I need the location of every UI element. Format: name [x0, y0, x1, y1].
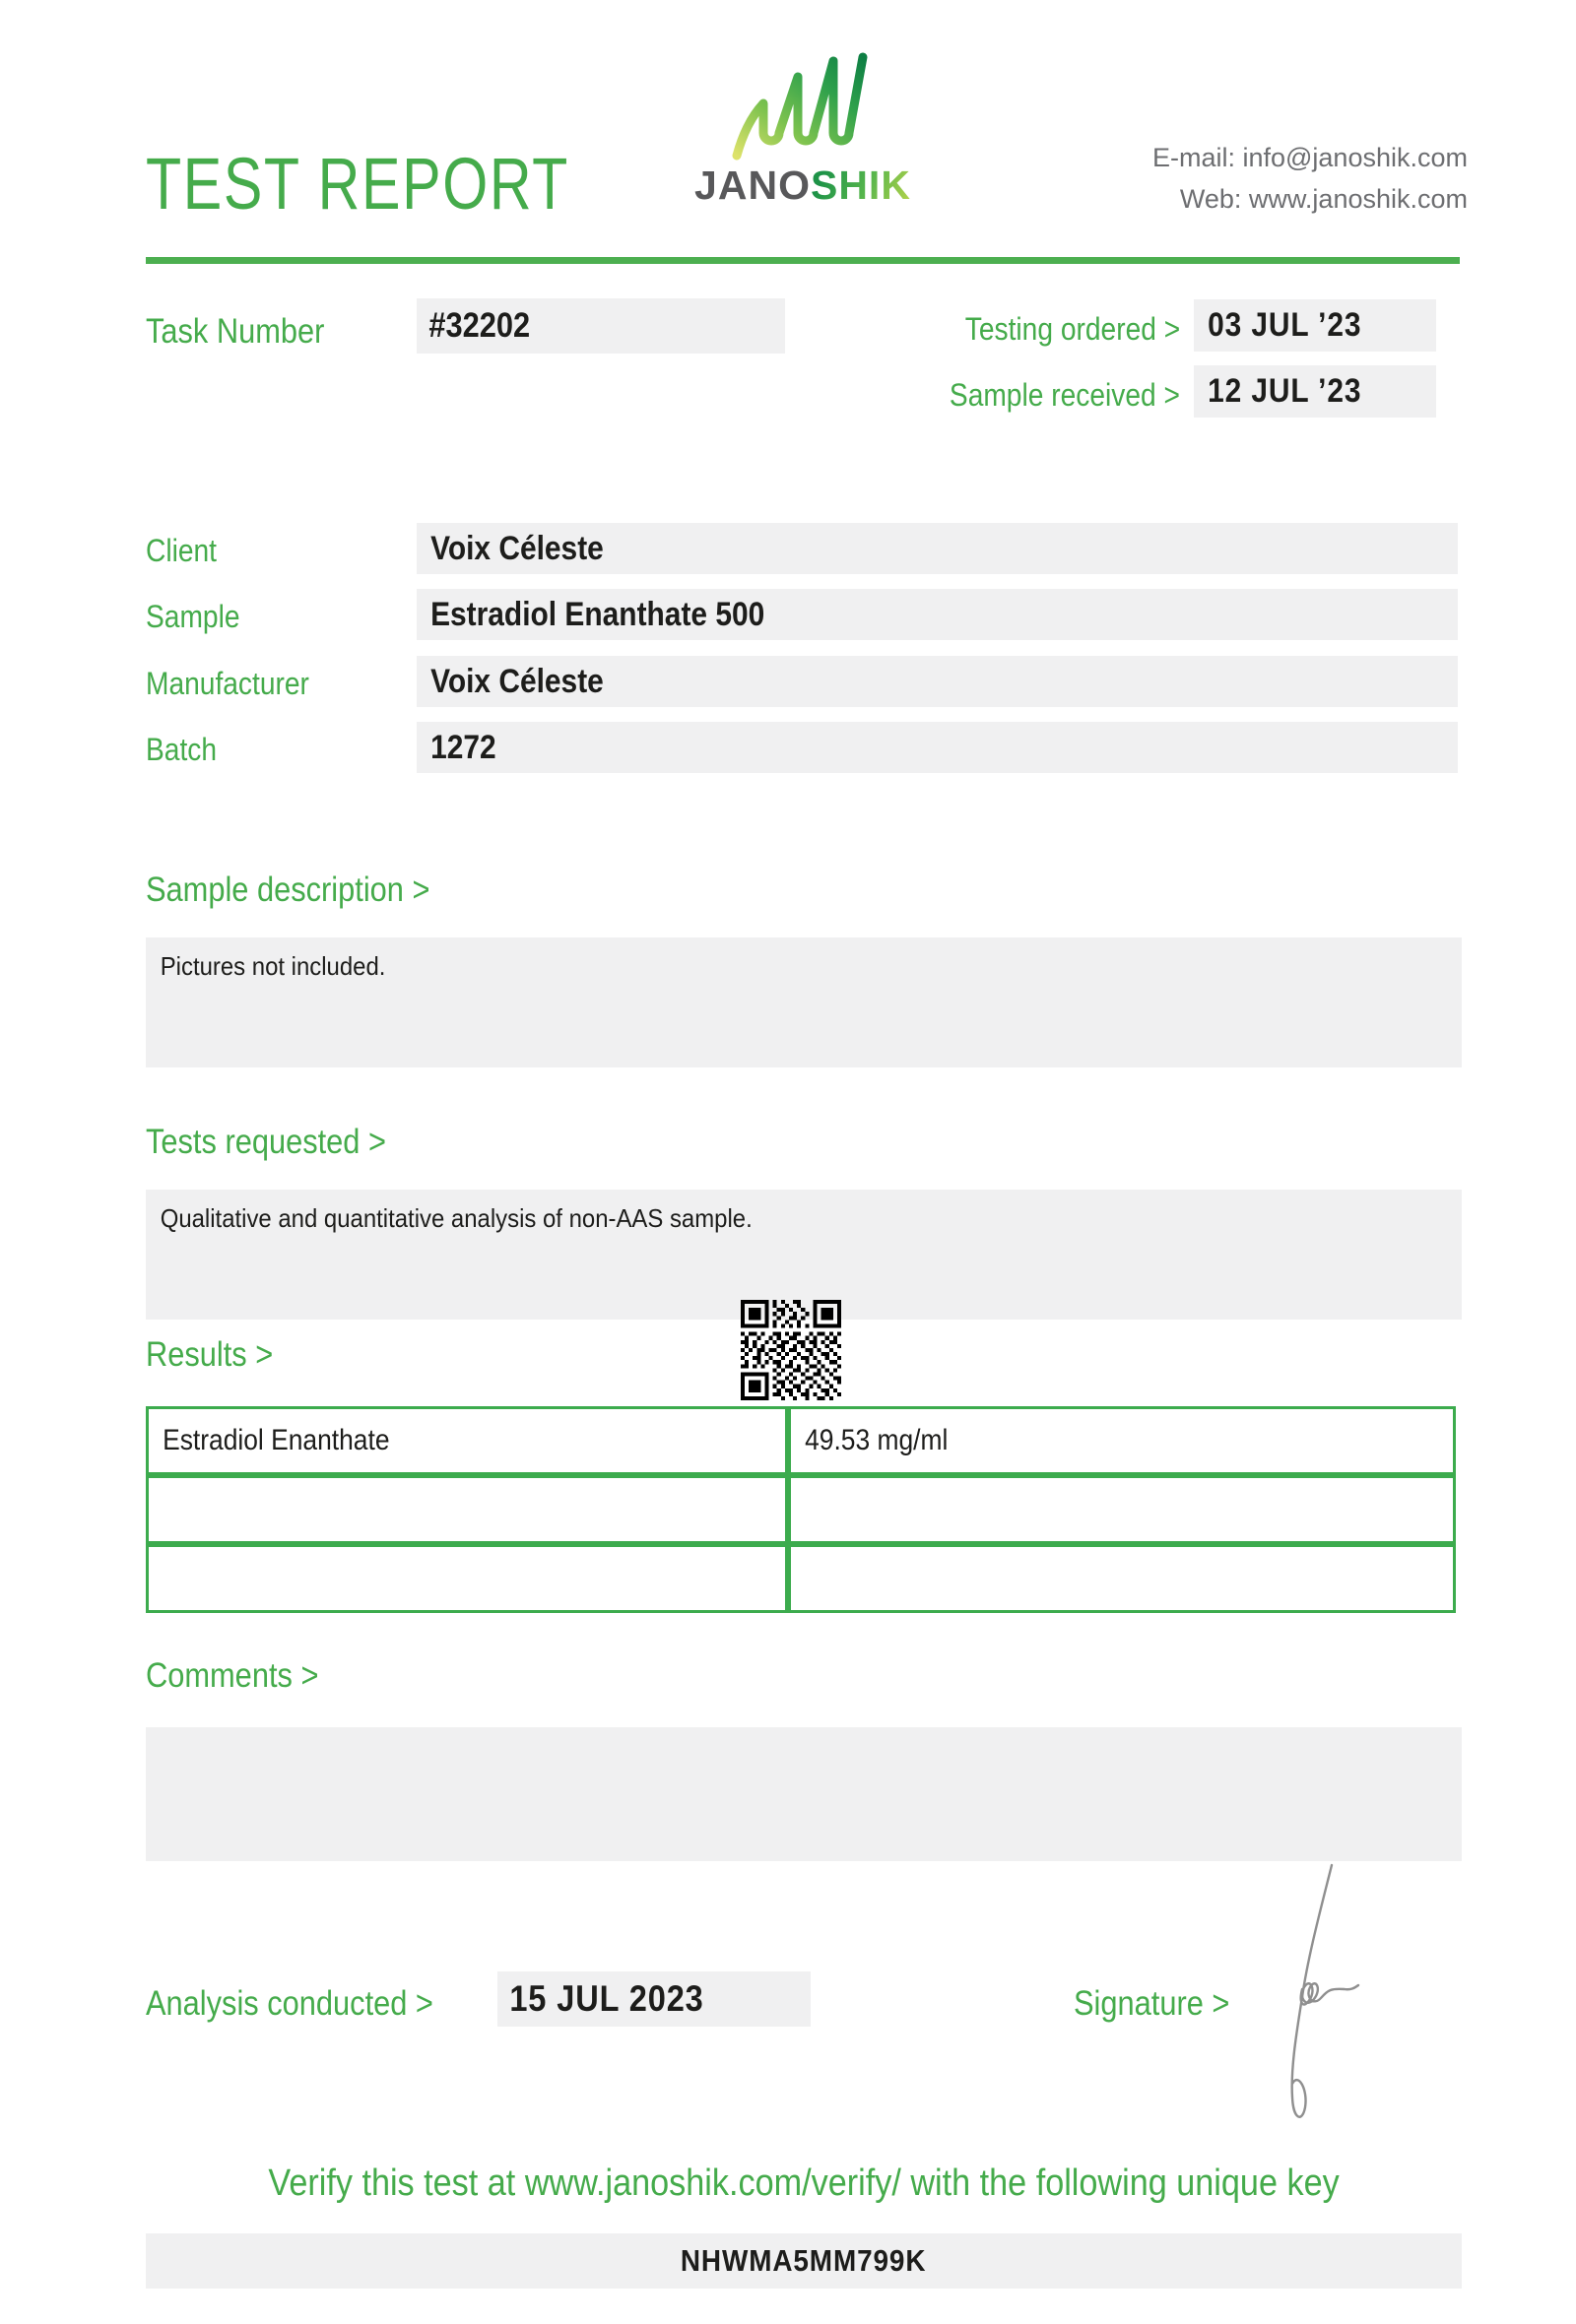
analysis-conducted-value: 15 JUL 2023	[497, 1971, 811, 2027]
logo-word-shik: SHIK	[810, 162, 911, 208]
result-analyte-cell: Estradiol Enanthate	[146, 1406, 788, 1475]
comments-text	[146, 1727, 1356, 1741]
verify-instruction: Verify this test at www.janoshik.com/verify/ with the following unique key	[268, 2163, 1340, 2204]
results-table-row	[146, 1475, 1462, 1544]
results-heading: Results >	[146, 1335, 274, 1374]
result-value-cell: 49.53 mg/ml	[788, 1406, 1456, 1475]
manufacturer-label: Manufacturer	[146, 666, 309, 701]
manufacturer-value: Voix Céleste	[417, 656, 1458, 707]
testing-ordered-label: Testing ordered >	[964, 311, 1180, 347]
result-value-cell	[788, 1475, 1456, 1544]
result-analyte-cell	[146, 1544, 788, 1613]
contact-web: Web: www.janoshik.com	[1179, 183, 1468, 214]
results-table-row	[146, 1406, 1462, 1475]
results-table-row	[146, 1544, 1462, 1613]
sample-description-heading: Sample description >	[146, 871, 430, 909]
verify-key: NHWMA5MM799K	[681, 2243, 927, 2278]
analysis-conducted-label: Analysis conducted >	[146, 1984, 433, 2023]
tests-requested-text: Qualitative and quantitative analysis of non-AAS sample.	[160, 1203, 753, 1233]
contact-block	[1152, 138, 1468, 221]
task-number-value: #32202	[417, 298, 785, 354]
sample-received-label: Sample received >	[949, 377, 1180, 413]
tests-requested-heading: Tests requested >	[146, 1123, 386, 1161]
testing-ordered-value: 03 JUL ’23	[1194, 299, 1436, 352]
result-analyte-cell	[146, 1475, 788, 1544]
qr-code-icon	[741, 1300, 841, 1405]
client-label: Client	[146, 533, 217, 568]
logo-wordmark	[670, 162, 936, 208]
task-number-label: Task Number	[146, 312, 325, 351]
batch-value: 1272	[417, 722, 1458, 773]
sample-value: Estradiol Enanthate 500	[417, 589, 1458, 640]
contact-email: E-mail: info@janoshik.com	[1151, 143, 1468, 172]
sample-description-text: Pictures not included.	[160, 951, 386, 981]
verify-key-box	[146, 2233, 1462, 2289]
sample-label: Sample	[146, 599, 240, 634]
sample-received-value: 12 JUL ’23	[1194, 365, 1436, 418]
result-value-cell	[788, 1544, 1456, 1613]
results-table	[146, 1406, 1462, 1613]
signature-label: Signature >	[1074, 1984, 1230, 2023]
page-title: TEST REPORT	[146, 143, 569, 225]
comments-heading: Comments >	[146, 1656, 319, 1695]
signature-scribble-icon	[1273, 1861, 1391, 2147]
client-value: Voix Céleste	[417, 523, 1458, 574]
header-divider	[146, 257, 1460, 264]
logo-word-jano: JANO	[694, 162, 811, 208]
trend-chart-icon	[727, 51, 885, 166]
sample-description-box	[146, 937, 1462, 1067]
comments-box	[146, 1727, 1462, 1861]
batch-label: Batch	[146, 732, 218, 767]
